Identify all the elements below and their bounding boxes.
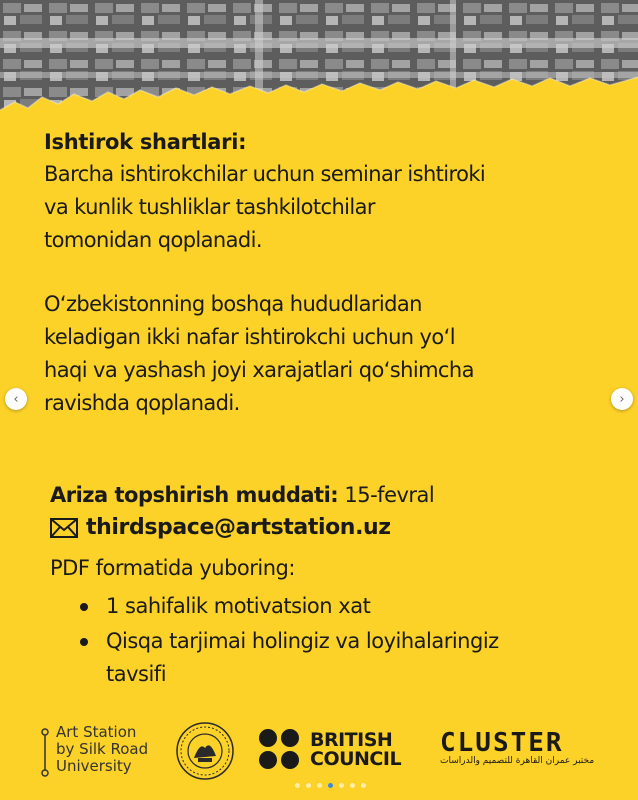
list-item-text: 1 sahifalik motivatsion xat: [106, 594, 371, 618]
envelope-icon: [50, 518, 78, 538]
chevron-left-icon: ‹: [13, 391, 19, 407]
carousel-dot[interactable]: [361, 783, 366, 788]
conditions-para-1-line-2: va kunlik tushliklar tashkilotchilar: [44, 195, 375, 219]
aerial-city-map: [0, 0, 638, 120]
conditions-para-1-line-3: tomonidan qoplanadi.: [44, 228, 262, 252]
deadline-line: [50, 480, 434, 510]
university-seal-icon: [176, 722, 234, 780]
carousel-dots: [295, 783, 366, 788]
british-council-dots-icon: [258, 728, 302, 772]
carousel-dot[interactable]: [306, 783, 311, 788]
email-link[interactable]: thirdspace@artstation.uz: [86, 515, 391, 540]
bullet-icon: [80, 603, 88, 611]
carousel-next-button[interactable]: [611, 388, 633, 410]
conditions-heading: Ishtirok shartlari:: [44, 130, 247, 154]
art-station-logo: [40, 724, 148, 775]
carousel-dot[interactable]: [350, 783, 355, 788]
carousel-prev-button[interactable]: [5, 388, 27, 410]
art-station-line-1: Art Station: [56, 723, 137, 741]
partner-logos: [0, 720, 638, 790]
chevron-right-icon: ›: [619, 391, 625, 407]
cluster-title: CLUSTER: [440, 728, 564, 758]
cluster-subtitle: مختبر عمران القاهرة للتصميم والدراسات: [440, 756, 595, 766]
art-station-line-2: by Silk Road: [56, 740, 149, 758]
bullet-icon: [80, 638, 88, 646]
british-council-line-2: COUNCIL: [310, 748, 402, 770]
deadline-value: 15-fevral: [344, 483, 435, 507]
deadline-label: Ariza topshirish muddati:: [50, 483, 339, 507]
carousel-dot[interactable]: [339, 783, 344, 788]
cluster-logo: [440, 728, 594, 766]
carousel-dot[interactable]: [328, 783, 333, 788]
british-council-line-1: BRITISH: [310, 729, 393, 751]
conditions-para-2-line-4: ravishda qoplanadi.: [44, 391, 240, 415]
list-item: [80, 590, 600, 623]
conditions-para-2-line-3: haqi va yashash joyi xarajatlari qo‘shimcha: [44, 358, 474, 382]
conditions-para-1-line-1: Barcha ishtirokchilar uchun seminar ishtiroki: [44, 162, 486, 186]
list-item-text: Qisqa tarjimai holingiz va loyihalaringiz: [106, 629, 499, 653]
carousel-dot[interactable]: [295, 783, 300, 788]
british-council-logo: [258, 728, 401, 772]
list-item-text-continued: tavsifi: [106, 662, 167, 686]
submission-list: [80, 590, 600, 693]
participation-conditions: [44, 126, 604, 420]
pdf-instructions: PDF formatida yuboring:: [50, 556, 295, 580]
conditions-para-2-line-1: O‘zbekistonning boshqa hududlaridan: [44, 292, 422, 316]
carousel-dot[interactable]: [317, 783, 322, 788]
list-item: [80, 625, 600, 691]
email-row: [50, 515, 391, 540]
conditions-para-2-line-2: keladigan ikki nafar ishtirokchi uchun yo‘l: [44, 325, 455, 349]
art-station-line-3: University: [56, 757, 132, 775]
